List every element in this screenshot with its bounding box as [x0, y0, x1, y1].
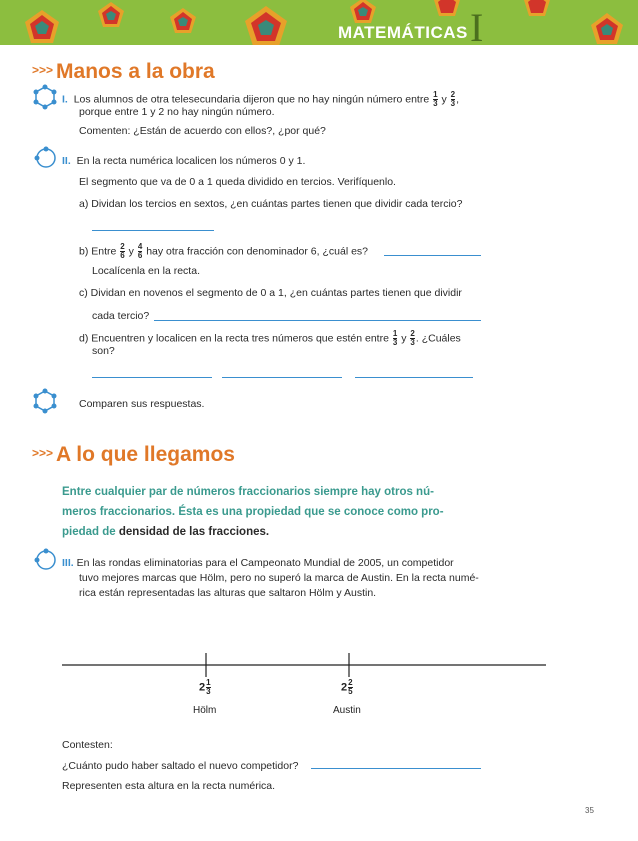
answer-line[interactable]: [154, 320, 481, 321]
question-2b: b) Entre $\frac{2}{6}$ y $\frac{4}{6}$ hay otra fracción con denominador 6, ¿cuál es?: [79, 242, 368, 260]
holm-value: 2 $\frac{1}{3}$: [199, 678, 211, 696]
question-1-line-3: Comenten: ¿Están de acuerdo con ellos?, ¿por qué?: [79, 125, 326, 137]
question-2a: a) Dividan los tercios en sextos, ¿en cuántas partes tienen que dividir cada tercio?: [79, 198, 463, 210]
question-3-line-3: rica están representadas las alturas que saltaron Hölm y Austin.: [79, 587, 377, 599]
austin-value: 2 $\frac{2}{5}$: [341, 678, 353, 696]
question-2c: c) Dividan en novenos el segmento de 0 a 1, ¿en cuántas partes tienen que dividir: [79, 287, 462, 299]
question-number: II.: [62, 155, 71, 167]
team-work-icon: [32, 388, 58, 414]
answer-line[interactable]: [311, 768, 481, 769]
pentagon-icon: [434, 0, 460, 16]
question-2-line-1: II. En la recta numérica localicen los números 0 y 1.: [62, 155, 306, 167]
fraction: $\frac{1}{3}$: [433, 90, 438, 108]
chevron-icon: >>>: [32, 63, 54, 77]
answer-line[interactable]: [384, 255, 481, 256]
question-1-line-2: porque entre 1 y 2 no hay ningún número.: [79, 106, 275, 118]
pentagon-icon: [350, 0, 376, 23]
pentagon-icon: [25, 10, 59, 43]
pentagon-icon: [245, 6, 287, 45]
question-2d: d) Encuentren y localicen en la recta tres números que estén entre $\frac{1}{3}$ y $\frac{2}{3}$ . ¿Cuáles: [79, 329, 461, 347]
question-number: I.: [62, 93, 68, 106]
question-number: III.: [62, 557, 74, 569]
page-number: 35: [585, 806, 594, 815]
section-title: Manos a la obra: [56, 60, 215, 83]
question-3-ask: ¿Cuánto pudo haber saltado el nuevo competidor?: [62, 760, 299, 772]
page-header: [0, 0, 638, 45]
austin-label: Austin: [333, 705, 361, 716]
answer-line[interactable]: [222, 377, 342, 378]
pentagon-icon: [98, 2, 124, 27]
fraction: $\frac{2}{3}$: [450, 90, 456, 108]
pair-work-icon: [32, 547, 58, 573]
pentagon-icon: [591, 13, 623, 44]
answer-line[interactable]: [355, 377, 473, 378]
chevron-icon: >>>: [32, 446, 54, 460]
question-2c-line-2: cada tercio?: [92, 310, 150, 322]
question-2b-line-2: Localícenla en la recta.: [92, 265, 200, 277]
question-1-line-1: I. Los alumnos de otra telesecundaria dijeron que no hay ningún número entre $\frac{1}{3}$ y $\frac{2}{3}$ ,: [62, 90, 460, 108]
subject-title: MATEMÁTICAS: [338, 23, 468, 42]
conclusion-box: Entre cualquier par de números fraccionarios siempre hay otros nú- meros fraccionarios. Ésta es una propiedad que se conoce como pro- piedad de densidad de las fracciones.: [62, 486, 444, 538]
team-work-icon: [32, 84, 58, 110]
holm-label: Hölm: [193, 705, 217, 716]
fraction: $\frac{4}{6}$: [137, 242, 143, 260]
pentagon-icon: [524, 0, 550, 16]
question-2-line-2: El segmento que va de 0 a 1 queda dividido en tercios. Verifíquenlo.: [79, 176, 396, 188]
question-3-line-1: III. En las rondas eliminatorias para el Campeonato Mundial de 2005, un competidor: [62, 557, 454, 569]
contesten-label: Contesten:: [62, 739, 113, 751]
question-3-represent: Representen esta altura en la recta numérica.: [62, 780, 276, 792]
pentagon-icon: [170, 8, 196, 33]
header-pentagon-decoration: [0, 0, 638, 45]
fraction: $\frac{1}{3}$: [392, 329, 398, 347]
answer-line[interactable]: [92, 230, 214, 231]
key-term: densidad de las fracciones: [118, 526, 266, 538]
number-line: [60, 650, 550, 680]
fraction: $\frac{2}{6}$: [120, 242, 125, 260]
section-title: A lo que llegamos: [56, 443, 235, 466]
compare-instruction: Comparen sus respuestas.: [79, 398, 205, 410]
answer-line[interactable]: [92, 377, 212, 378]
pair-work-icon: [32, 145, 58, 171]
fraction: $\frac{2}{3}$: [410, 329, 415, 347]
question-2d-line-2: son?: [92, 345, 115, 357]
volume-numeral: I: [470, 5, 484, 45]
section-heading-llegamos: [32, 443, 235, 467]
section-heading-manos: [32, 60, 215, 84]
question-3-line-2: tuvo mejores marcas que Hölm, pero no superó la marca de Austin. En la recta numé-: [79, 572, 479, 584]
